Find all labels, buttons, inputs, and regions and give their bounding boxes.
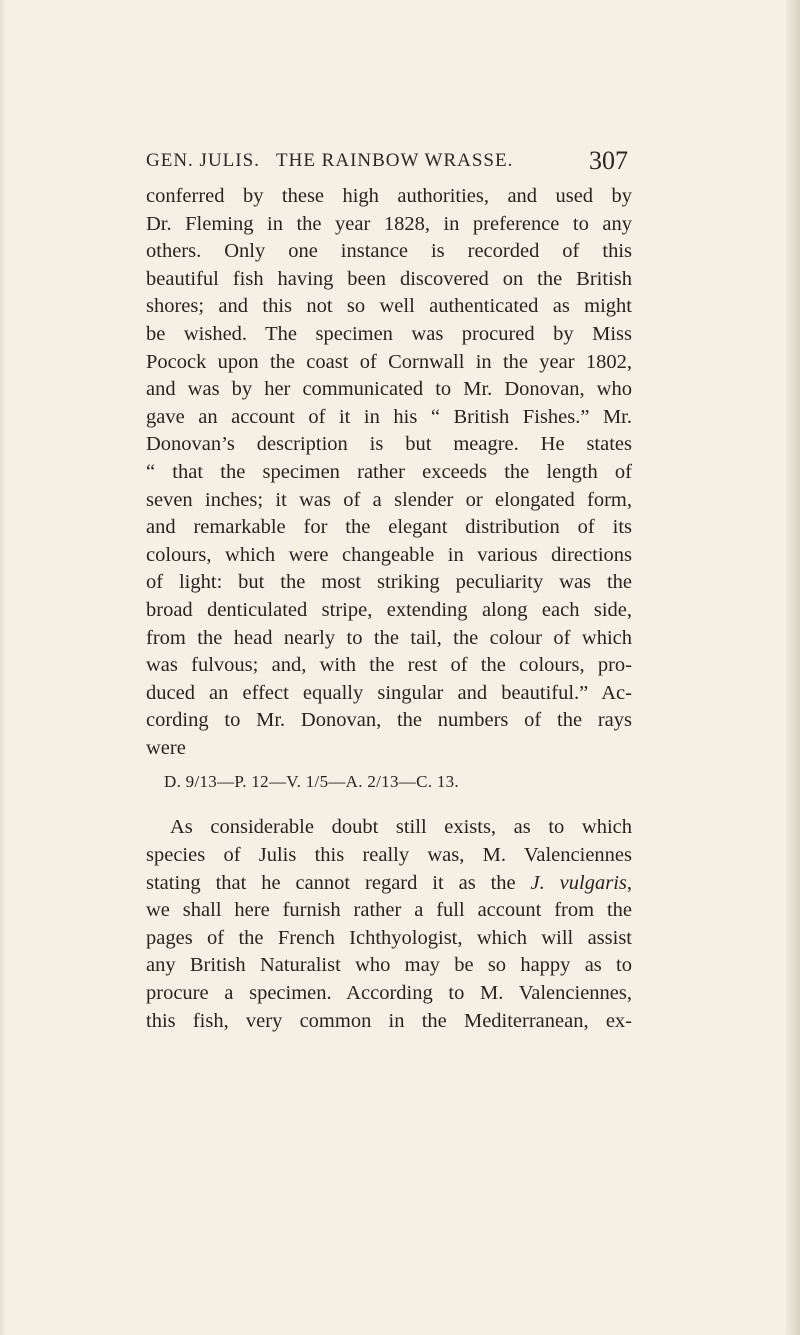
text-line: conferred by these high authorities, and used by — [146, 185, 632, 207]
running-head — [146, 146, 628, 176]
text-line: duced an effect equally singular and beautiful.” Ac- — [146, 681, 632, 704]
text-line: shores; and this not so well authenticated as might — [146, 295, 632, 318]
paragraph-spacer — [146, 800, 632, 814]
text-line: broad denticulated stripe, extending along each side, — [146, 598, 632, 621]
text-line: others. Only one instance is recorded of this — [146, 240, 632, 263]
text-line: “ that the specimen rather exceeds the length of — [146, 460, 632, 483]
text-segment: stating that he cannot regard it as the — [146, 871, 531, 894]
text-line: Donovan’s description is but meagre. He states — [146, 433, 632, 456]
text-line: and was by her communicated to Mr. Donovan, who — [146, 378, 632, 401]
page-number: 307 — [589, 146, 628, 175]
text-line: beautiful fish having been discovered on the British — [146, 267, 632, 290]
species-name: J. vulgaris — [530, 871, 627, 894]
text-line: procure a specimen. According to M. Valenciennes, — [146, 982, 632, 1005]
text-line: Dr. Fleming in the year 1828, in preference to any — [146, 212, 632, 235]
text-line: species of Julis this really was, M. Valenciennes — [146, 844, 632, 867]
text-line: was fulvous; and, with the rest of the colours, pro- — [146, 654, 632, 677]
text-line: As considerable doubt still exists, as to which — [170, 816, 632, 839]
text-line: and remarkable for the elegant distribution of its — [146, 516, 632, 539]
text-segment: , — [626, 871, 633, 894]
running-head-title: THE RAINBOW WRASSE. — [276, 150, 514, 171]
text-line: from the head nearly to the tail, the colour of which — [146, 626, 632, 649]
running-head-genus: GEN. JULIS. — [146, 150, 260, 171]
text-line: any British Naturalist who may be so happy as to — [146, 954, 632, 977]
text-line: of light: but the most striking peculiarity was the — [146, 571, 632, 594]
page-left-edge — [0, 0, 6, 1335]
text-line — [146, 870, 632, 898]
text-line: be wished. The specimen was procured by Miss — [146, 322, 632, 345]
text-line: Pocock upon the coast of Cornwall in the year 1802, — [146, 350, 632, 373]
text-line: were — [146, 736, 186, 759]
body-text — [146, 183, 632, 1035]
page-right-edge — [786, 0, 800, 1335]
text-line: colours, which were changeable in various directions — [146, 543, 632, 566]
text-line: gave an account of it in his “ British Fishes.” Mr. — [146, 405, 632, 428]
text-line: we shall here furnish rather a full account from the — [146, 899, 632, 922]
text-line: seven inches; it was of a slender or elongated form, — [146, 488, 632, 511]
text-line: cording to Mr. Donovan, the numbers of the rays — [146, 709, 632, 732]
fin-ray-formula: D. 9/13—P. 12—V. 1/5—A. 2/13—C. 13. — [164, 772, 459, 792]
text-line: pages of the French Ichthyologist, which will assist — [146, 926, 632, 949]
text-line: this fish, very common in the Mediterranean, ex- — [146, 1009, 632, 1032]
